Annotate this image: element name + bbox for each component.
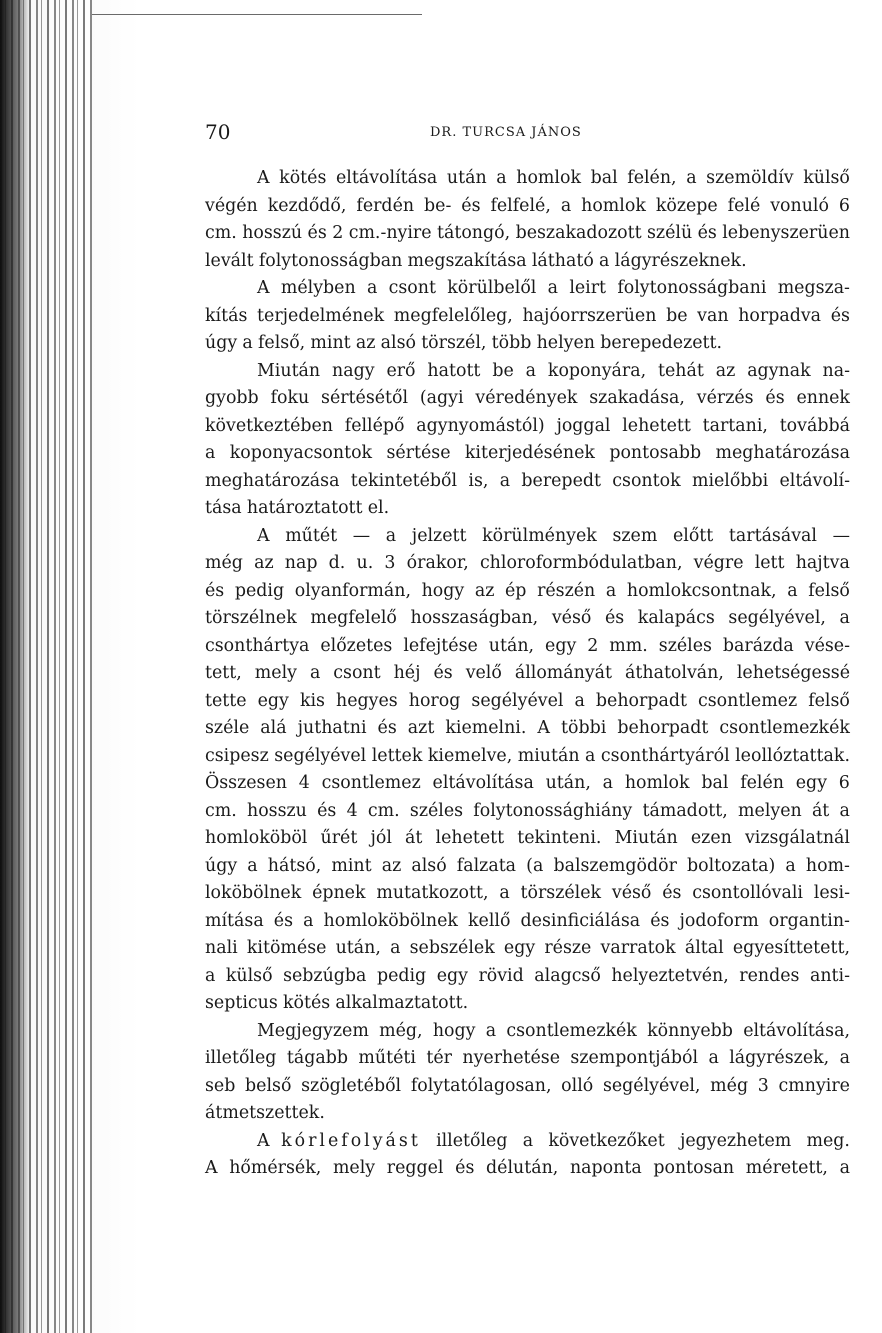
page-number: 70 xyxy=(205,120,231,144)
text-line: tett, mely a csont héj és velő állományát áthatolván, lehetségessé xyxy=(205,663,850,683)
text-line: gyobb foku sértésétől (agyi véredények szakadása, vérzés és ennek xyxy=(205,388,850,408)
text-line: a koponyacsontok sértése kiterjedésének pontosabb meghatározása xyxy=(205,443,850,463)
text-line: A hőmérsék, mely reggel és délután, naponta pontosan méretett, a xyxy=(205,1158,850,1178)
text-line: A kötés eltávolítása után a homlok bal felén, a szemöldív külső xyxy=(257,168,850,188)
text-line: seb belső szögletéből folytatólagosan, olló segélyével, még 3 cmnyire xyxy=(205,1075,850,1096)
text-line: törszélnek megfelelő hosszaságban, véső és kalapács segélyével, a xyxy=(205,608,850,628)
text-line: cm. hosszu és 4 cm. széles folytonossághiány támadott, melyen át a xyxy=(205,800,850,821)
text-line: csipesz segélyével lettek kiemelve, miután a csonthártyáról leollóztattak. xyxy=(205,745,850,766)
page-edge-rule xyxy=(92,14,422,15)
text-line: nali kitömése után, a sebszélek egy része varratok által egyesíttetett, xyxy=(205,938,850,958)
body-text xyxy=(205,165,850,1183)
text-line: úgy a hátsó, mint az alsó falzata (a balszemgödör boltozata) a hom- xyxy=(205,855,850,876)
text-line: A műtét — a jelzett körülmények szem előtt tartásával — xyxy=(257,525,850,546)
text-line: loköbölnek épnek mutatkozott, a törszélek véső és csontollóvali lesi- xyxy=(205,883,850,903)
text-line: következtében fellépő agynyomástól) joggal lehetett tartani, továbbá xyxy=(205,415,850,436)
text-line: levált folytonosságban megszakítása látható a lágyrészeknek. xyxy=(205,250,747,271)
text-line: septicus kötés alkalmaztatott. xyxy=(205,993,469,1013)
text-line: mítása és a homloköbölnek kellő desinficiálása és jodoform organtin- xyxy=(205,910,850,931)
text-line: még az nap d. u. 3 órakor, chloroformbódulatban, végre lett hajtva xyxy=(205,553,850,573)
text-line: úgy a felső, mint az alsó törszél, több helyen berepedezett. xyxy=(205,333,723,353)
text-line: meghatározása tekintetéből is, a berepedt csontok mielőbbi eltávolí- xyxy=(205,470,850,491)
text-line: tása határoztatott el. xyxy=(205,498,390,518)
text-line: kítás terjedelmének megfelelőleg, hajóorrszerüen be van horpadva és xyxy=(205,305,850,326)
text-line: homloköböl űrét jól át lehetett tekinteni. Miután ezen vizsgálatnál xyxy=(205,828,850,848)
text-line: A mélyben a csont körülbelől a leirt folytonosságbani megsza- xyxy=(257,278,850,298)
text-line: Miután nagy erő hatott be a koponyára, tehát az agynak na- xyxy=(257,360,850,381)
text-line: Összesen 4 csontlemez eltávolítása után, a homlok bal felén egy 6 xyxy=(205,773,850,793)
text-line: illetőleg tágabb műtéti tér nyerhetése szempontjából a lágyrészek, a xyxy=(205,1048,850,1068)
page-header xyxy=(205,120,850,144)
text-line: széle alá juthatni és azt kiemelni. A többi behorpadt csontlemezkék xyxy=(205,718,850,738)
text-line: átmetszettek. xyxy=(205,1103,325,1123)
text-line: A kórlefolyást illetőleg a következőket jegyezhetem meg. xyxy=(257,1130,850,1151)
running-head: DR. TURCSA JÁNOS xyxy=(430,125,582,140)
text-line: végén kezdődő, ferdén be- és felfelé, a homlok közepe felé vonuló 6 xyxy=(205,195,850,216)
text-line: csonthártya előzetes lefejtése után, egy 2 mm. széles barázda vése- xyxy=(205,635,850,656)
text-line: cm. hosszú és 2 cm.-nyire tátongó, beszakadozott szélü és lebenyszerüen xyxy=(205,223,850,243)
text-line: Megjegyzem még, hogy a csontlemezkék könnyebb eltávolítása, xyxy=(257,1020,850,1041)
text-line: tette egy kis hegyes horog segélyével a behorpadt csontlemez felső xyxy=(205,690,850,711)
text-line: a külső sebzúgba pedig egy rövid alagcső helyeztetvén, rendes anti- xyxy=(205,965,850,986)
gutter-shadow xyxy=(0,0,30,1333)
text-line: és pedig olyanformán, hogy az ép részén a homlokcsontnak, a felső xyxy=(205,580,850,601)
